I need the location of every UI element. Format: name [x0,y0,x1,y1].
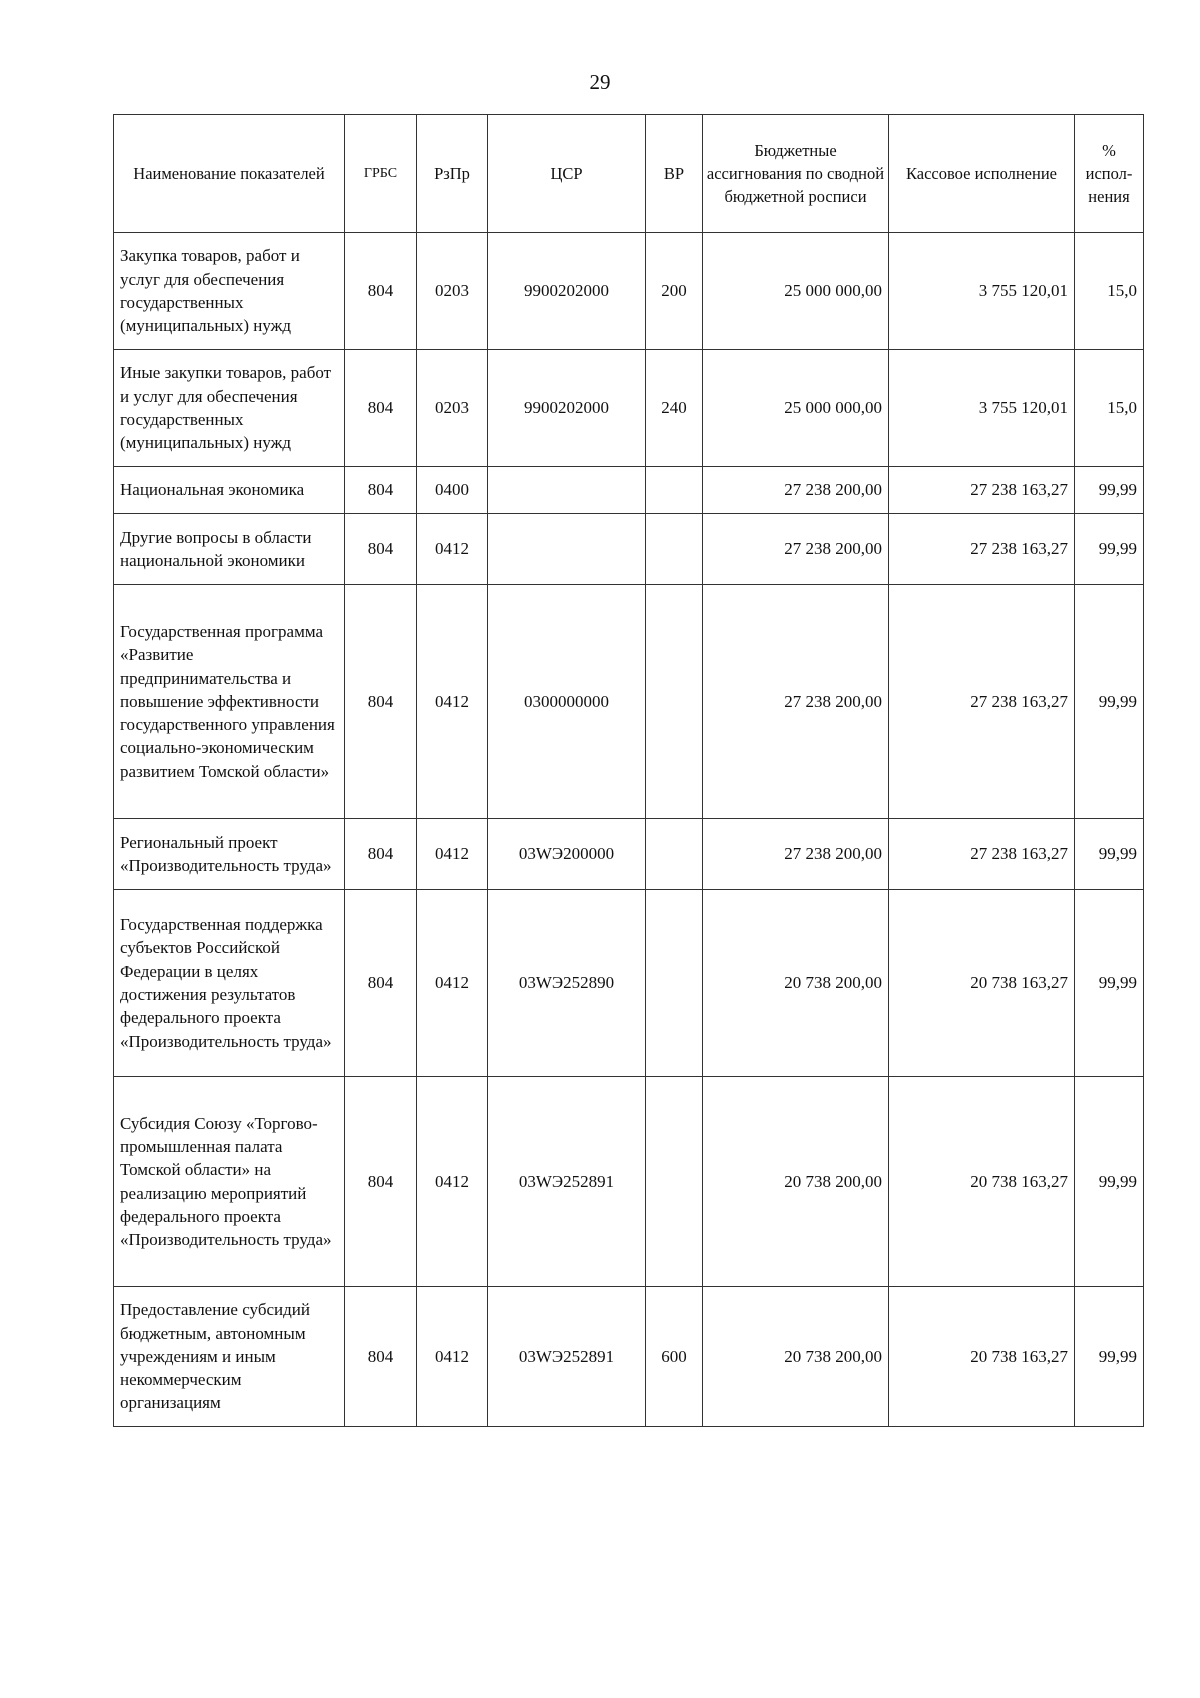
row-grbs: 804 [345,350,417,467]
row-cash: 27 238 163,27 [889,585,1075,819]
row-vr: 240 [646,350,703,467]
table-row [114,1077,1144,1287]
row-csr [488,467,646,514]
row-vr: 600 [646,1287,703,1427]
row-pct: 99,99 [1075,467,1144,514]
row-budget: 25 000 000,00 [703,350,889,467]
row-budget: 27 238 200,00 [703,585,889,819]
row-vr [646,585,703,819]
row-csr: 9900202000 [488,233,646,350]
row-budget: 20 738 200,00 [703,1077,889,1287]
row-pct: 99,99 [1075,514,1144,585]
row-grbs: 804 [345,585,417,819]
header-execution-percent: % испол-нения [1075,115,1144,233]
row-rzpr: 0412 [417,890,488,1077]
row-name: Закупка товаров, работ и услуг для обеспечения государственных (муниципальных) нужд [114,233,345,350]
row-rzpr: 0400 [417,467,488,514]
row-grbs: 804 [345,1077,417,1287]
row-vr [646,1077,703,1287]
table-row [114,467,1144,514]
row-name: Предоставление субсидий бюджетным, автономным учреждениям и иным некоммерческим организациям [114,1287,345,1427]
header-budget-allocations: Бюджетные ассигнования по сводной бюджетной росписи [703,115,889,233]
row-name: Субсидия Союзу «Торгово-промышленная палата Томской области» на реализацию мероприятий федерального проекта «Производительность труда» [114,1077,345,1287]
row-vr: 200 [646,233,703,350]
header-name: Наименование показателей [114,115,345,233]
header-grbs: ГРБС [345,115,417,233]
row-rzpr: 0412 [417,819,488,890]
row-csr: 9900202000 [488,350,646,467]
row-name: Региональный проект «Производительность труда» [114,819,345,890]
header-vr: ВР [646,115,703,233]
row-budget: 27 238 200,00 [703,514,889,585]
row-vr [646,819,703,890]
row-budget: 20 738 200,00 [703,890,889,1077]
row-pct: 99,99 [1075,1077,1144,1287]
row-cash: 20 738 163,27 [889,1287,1075,1427]
row-vr [646,467,703,514]
header-rzpr: РзПр [417,115,488,233]
row-csr: 03WЭ252891 [488,1287,646,1427]
row-csr: 03WЭ252890 [488,890,646,1077]
row-csr: 0300000000 [488,585,646,819]
row-rzpr: 0412 [417,1077,488,1287]
row-cash: 27 238 163,27 [889,819,1075,890]
header-csr: ЦСР [488,115,646,233]
row-grbs: 804 [345,890,417,1077]
page-number: 29 [589,70,611,94]
row-cash: 20 738 163,27 [889,1077,1075,1287]
row-vr [646,890,703,1077]
row-name: Национальная экономика [114,467,345,514]
table-row [114,233,1144,350]
row-pct: 99,99 [1075,585,1144,819]
row-grbs: 804 [345,1287,417,1427]
row-pct: 99,99 [1075,1287,1144,1427]
table-row [114,1287,1144,1427]
row-rzpr: 0203 [417,350,488,467]
row-rzpr: 0412 [417,585,488,819]
header-cash-execution: Кассовое исполнение [889,115,1075,233]
row-csr [488,514,646,585]
row-csr: 03WЭ252891 [488,1077,646,1287]
row-budget: 25 000 000,00 [703,233,889,350]
row-grbs: 804 [345,514,417,585]
row-rzpr: 0412 [417,514,488,585]
row-grbs: 804 [345,233,417,350]
row-cash: 27 238 163,27 [889,467,1075,514]
table-row [114,350,1144,467]
row-pct: 15,0 [1075,233,1144,350]
row-cash: 3 755 120,01 [889,233,1075,350]
row-rzpr: 0203 [417,233,488,350]
row-budget: 20 738 200,00 [703,1287,889,1427]
row-vr [646,514,703,585]
row-name: Иные закупки товаров, работ и услуг для обеспечения государственных (муниципальных) нужд [114,350,345,467]
table-header-row [114,115,1144,233]
row-grbs: 804 [345,819,417,890]
row-cash: 27 238 163,27 [889,514,1075,585]
row-cash: 20 738 163,27 [889,890,1075,1077]
table-row [114,514,1144,585]
budget-execution-table [113,114,1144,1427]
row-name: Государственная поддержка субъектов Российской Федерации в целях достижения результатов федерального проекта «Производительность труда» [114,890,345,1077]
row-rzpr: 0412 [417,1287,488,1427]
row-name: Другие вопросы в области национальной экономики [114,514,345,585]
table-row [114,890,1144,1077]
table-row [114,819,1144,890]
row-grbs: 804 [345,467,417,514]
row-cash: 3 755 120,01 [889,350,1075,467]
row-pct: 15,0 [1075,350,1144,467]
row-pct: 99,99 [1075,819,1144,890]
row-budget: 27 238 200,00 [703,819,889,890]
row-budget: 27 238 200,00 [703,467,889,514]
row-name: Государственная программа «Развитие предпринимательства и повышение эффективности государственного управления социально-экономическим развитием Томской области» [114,585,345,819]
row-pct: 99,99 [1075,890,1144,1077]
row-csr: 03WЭ200000 [488,819,646,890]
table-row [114,585,1144,819]
